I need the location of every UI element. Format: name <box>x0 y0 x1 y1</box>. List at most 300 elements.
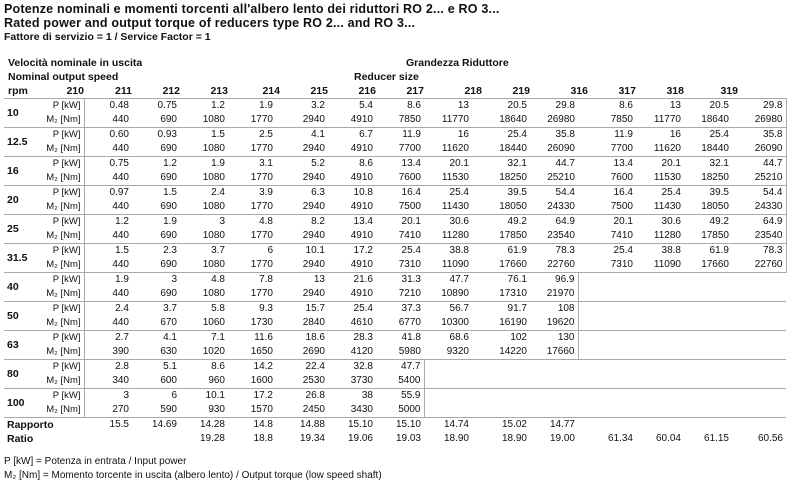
unit-label-power: P [kW] <box>38 360 84 375</box>
torque-cell <box>732 345 786 360</box>
torque-cell: 440 <box>112 259 129 270</box>
power-cell <box>684 331 732 346</box>
power-cell: 30.6 <box>636 215 684 230</box>
table-row-power <box>4 331 786 346</box>
power-cell: 32.1 <box>472 157 530 172</box>
power-cell <box>684 360 732 375</box>
table-row-torque <box>4 287 786 302</box>
torque-cell: 1080 <box>202 201 225 212</box>
torque-cell <box>684 316 732 331</box>
table-row-power <box>4 157 786 172</box>
torque-cell: 22760 <box>547 259 575 270</box>
table-row-torque <box>4 229 786 244</box>
torque-cell: 25210 <box>547 172 575 183</box>
torque-cell <box>636 345 684 360</box>
torque-cell: 23540 <box>547 230 575 241</box>
torque-cell <box>636 316 684 331</box>
table-row-power <box>4 244 786 259</box>
power-cell: 20.1 <box>636 157 684 172</box>
table-row-torque <box>4 113 786 128</box>
table-row-power <box>4 215 786 230</box>
ratio-cell <box>132 432 180 446</box>
torque-cell: 4120 <box>350 346 373 357</box>
power-cell: 49.2 <box>684 215 732 230</box>
power-cell: 38.8 <box>424 244 472 259</box>
power-cell: 35.8 <box>732 128 786 143</box>
unit-label-torque: M₂ [Nm] <box>38 316 84 331</box>
torque-cell: 11430 <box>441 201 469 212</box>
ratio-cell: 15.10 <box>328 418 376 433</box>
ratio-row-it <box>4 418 786 433</box>
torque-cell: 11620 <box>441 143 469 154</box>
torque-cell <box>578 287 636 302</box>
torque-cell: 18640 <box>499 114 527 125</box>
torque-cell <box>684 287 732 302</box>
power-cell: 25.4 <box>424 186 472 201</box>
torque-cell: 7310 <box>398 259 421 270</box>
power-cell <box>472 389 530 404</box>
torque-cell: 2940 <box>302 259 325 270</box>
ratio-cell: 61.34 <box>607 433 633 444</box>
torque-cell: 9320 <box>446 346 469 357</box>
torque-cell: 17660 <box>701 259 729 270</box>
torque-cell: 1600 <box>250 375 273 386</box>
torque-cell <box>636 287 684 302</box>
torque-cell: 440 <box>112 317 129 328</box>
torque-cell: 11280 <box>653 230 681 241</box>
ratio-cell <box>732 418 786 433</box>
unit-label-torque: M₂ [Nm] <box>38 287 84 302</box>
power-cell: 18.6 <box>276 331 328 346</box>
size-header-215: 215 <box>310 85 328 97</box>
power-cell <box>636 389 684 404</box>
ratio-cell: 15.5 <box>84 418 132 433</box>
torque-cell: 7850 <box>398 114 421 125</box>
torque-cell: 1770 <box>250 230 273 241</box>
rpm-value: 50 <box>4 302 38 331</box>
power-cell: 29.8 <box>732 99 786 114</box>
power-cell: 0.48 <box>84 99 132 114</box>
ratio-cell: 18.8 <box>253 433 273 444</box>
power-cell: 26.8 <box>276 389 328 404</box>
torque-cell: 18050 <box>701 201 729 212</box>
torque-cell: 690 <box>160 143 177 154</box>
power-cell: 4.1 <box>276 128 328 143</box>
torque-cell: 590 <box>160 404 177 415</box>
power-cell <box>684 273 732 288</box>
power-cell: 16.4 <box>578 186 636 201</box>
torque-cell: 1770 <box>250 114 273 125</box>
torque-cell: 1080 <box>202 288 225 299</box>
torque-cell <box>578 345 636 360</box>
torque-cell: 4910 <box>350 143 373 154</box>
torque-cell: 11770 <box>441 114 469 125</box>
torque-cell <box>684 403 732 418</box>
power-cell: 3.2 <box>276 99 328 114</box>
power-cell: 20.1 <box>424 157 472 172</box>
power-cell: 25.4 <box>376 244 424 259</box>
power-cell: 1.9 <box>84 273 132 288</box>
torque-cell: 4910 <box>350 114 373 125</box>
power-cell: 61.9 <box>684 244 732 259</box>
torque-cell: 22760 <box>732 258 786 273</box>
table-row-torque <box>4 345 786 360</box>
table-row-torque <box>4 171 786 186</box>
ratio-cell: 19.28 <box>199 433 225 444</box>
torque-cell: 2940 <box>302 288 325 299</box>
torque-cell: 11530 <box>653 172 681 183</box>
torque-cell: 7850 <box>610 114 633 125</box>
power-cell: 1.9 <box>228 99 276 114</box>
power-cell <box>424 360 472 375</box>
power-cell: 39.5 <box>472 186 530 201</box>
power-cell <box>732 360 786 375</box>
table-row-power <box>4 186 786 201</box>
torque-cell: 1080 <box>202 259 225 270</box>
torque-cell: 340 <box>112 375 129 386</box>
power-cell: 10.1 <box>180 389 228 404</box>
power-cell: 17.2 <box>328 244 376 259</box>
torque-cell: 17660 <box>499 259 527 270</box>
torque-cell: 10300 <box>441 317 469 328</box>
power-cell: 16 <box>424 128 472 143</box>
power-cell: 41.8 <box>376 331 424 346</box>
ratio-cell: 15.02 <box>472 418 530 433</box>
unit-label-torque: M₂ [Nm] <box>38 171 84 186</box>
unit-label-torque: M₂ [Nm] <box>38 374 84 389</box>
rpm-header: rpm <box>8 85 28 97</box>
torque-cell: 690 <box>160 172 177 183</box>
power-cell: 102 <box>472 331 530 346</box>
torque-cell: 11770 <box>653 114 681 125</box>
rpm-value: 12.5 <box>4 128 38 157</box>
ratio-cell: 18.90 <box>501 433 527 444</box>
power-cell: 1.2 <box>84 215 132 230</box>
power-cell: 6 <box>228 244 276 259</box>
power-cell: 11.6 <box>228 331 276 346</box>
power-cell <box>530 389 578 404</box>
torque-cell: 26980 <box>732 113 786 128</box>
torque-cell: 26090 <box>547 143 575 154</box>
unit-label-power: P [kW] <box>38 389 84 404</box>
torque-cell: 2940 <box>302 143 325 154</box>
rpm-value: 63 <box>4 331 38 360</box>
torque-cell: 960 <box>208 375 225 386</box>
torque-cell: 1770 <box>250 201 273 212</box>
power-cell <box>578 331 636 346</box>
power-cell: 9.3 <box>228 302 276 317</box>
power-cell: 15.7 <box>276 302 328 317</box>
size-header-217: 217 <box>406 85 424 97</box>
ratio-label-it: Rapporto <box>4 418 84 433</box>
power-cell: 38 <box>328 389 376 404</box>
torque-cell: 25210 <box>732 171 786 186</box>
ratio-cell: 14.74 <box>424 418 472 433</box>
ratio-cell: 14.28 <box>180 418 228 433</box>
power-cell: 76.1 <box>472 273 530 288</box>
torque-cell: 2690 <box>302 346 325 357</box>
power-cell: 44.7 <box>732 157 786 172</box>
unit-label-torque: M₂ [Nm] <box>38 142 84 157</box>
power-cell: 5.8 <box>180 302 228 317</box>
torque-cell: 1080 <box>202 143 225 154</box>
power-cell <box>732 389 786 404</box>
power-cell: 54.4 <box>530 186 578 201</box>
power-cell: 0.93 <box>132 128 180 143</box>
power-cell: 13 <box>424 99 472 114</box>
power-cell: 8.2 <box>276 215 328 230</box>
ratio-cell: 19.00 <box>549 433 575 444</box>
torque-cell: 440 <box>112 230 129 241</box>
size-header-211: 211 <box>115 85 132 97</box>
power-cell: 28.3 <box>328 331 376 346</box>
table-row-torque <box>4 374 786 389</box>
power-cell: 8.6 <box>180 360 228 375</box>
power-cell: 56.7 <box>424 302 472 317</box>
torque-cell: 11090 <box>441 259 469 270</box>
torque-cell: 5400 <box>376 374 424 389</box>
power-cell: 5.4 <box>328 99 376 114</box>
torque-cell: 7500 <box>398 201 421 212</box>
power-cell: 22.4 <box>276 360 328 375</box>
ratio-cell: 19.06 <box>347 433 373 444</box>
power-cell: 1.2 <box>180 99 228 114</box>
torque-cell <box>530 374 578 389</box>
torque-cell: 690 <box>160 201 177 212</box>
power-cell: 0.75 <box>132 99 180 114</box>
torque-cell: 2940 <box>302 230 325 241</box>
unit-label-power: P [kW] <box>38 157 84 172</box>
torque-cell: 1770 <box>250 259 273 270</box>
torque-cell: 1080 <box>202 172 225 183</box>
torque-cell: 7700 <box>398 143 421 154</box>
power-cell: 0.75 <box>84 157 132 172</box>
power-cell: 47.7 <box>424 273 472 288</box>
torque-cell: 5000 <box>376 403 424 418</box>
service-factor: Fattore di servizio = 1 / Service Factor = 1 <box>4 31 211 43</box>
torque-cell: 1770 <box>250 172 273 183</box>
power-cell: 25.4 <box>578 244 636 259</box>
torque-cell: 24330 <box>547 201 575 212</box>
rpm-value: 25 <box>4 215 38 244</box>
power-cell: 55.9 <box>376 389 424 404</box>
table-row-torque <box>4 403 786 418</box>
speed-header-it: Velocità nominale in uscita <box>8 57 143 69</box>
power-cell: 3 <box>84 389 132 404</box>
power-cell: 11.9 <box>578 128 636 143</box>
unit-label-power: P [kW] <box>38 273 84 288</box>
power-cell: 1.2 <box>132 157 180 172</box>
power-cell: 2.4 <box>84 302 132 317</box>
power-cell <box>732 273 786 288</box>
torque-cell: 18050 <box>499 201 527 212</box>
power-cell: 4.8 <box>228 215 276 230</box>
power-cell: 1.9 <box>180 157 228 172</box>
torque-cell: 4910 <box>350 259 373 270</box>
torque-cell: 2940 <box>302 114 325 125</box>
power-cell <box>424 389 472 404</box>
unit-label-torque: M₂ [Nm] <box>38 113 84 128</box>
table-row-power <box>4 128 786 143</box>
power-cell: 5.2 <box>276 157 328 172</box>
torque-cell <box>732 374 786 389</box>
size-header-317: 317 <box>618 85 636 97</box>
power-cell: 3.7 <box>132 302 180 317</box>
power-cell: 25.4 <box>636 186 684 201</box>
torque-cell: 630 <box>160 346 177 357</box>
power-cell: 13.4 <box>376 157 424 172</box>
torque-cell: 7410 <box>610 230 633 241</box>
torque-cell: 7600 <box>610 172 633 183</box>
rpm-value: 20 <box>4 186 38 215</box>
power-cell: 32.8 <box>328 360 376 375</box>
power-cell: 25.4 <box>684 128 732 143</box>
power-cell: 108 <box>530 302 578 317</box>
power-cell: 3.9 <box>228 186 276 201</box>
power-cell: 16.4 <box>376 186 424 201</box>
torque-cell: 440 <box>112 172 129 183</box>
power-cell: 96.9 <box>530 273 578 288</box>
torque-cell: 440 <box>112 114 129 125</box>
power-cell: 2.5 <box>228 128 276 143</box>
size-header-218: 218 <box>464 85 482 97</box>
title-italian: Potenze nominali e momenti torcenti all'albero lento dei riduttori RO 2... e RO 3... <box>4 2 500 16</box>
power-cell: 14.2 <box>228 360 276 375</box>
power-cell <box>684 389 732 404</box>
table-row-torque <box>4 316 786 331</box>
torque-cell: 2940 <box>302 172 325 183</box>
power-cell: 78.3 <box>530 244 578 259</box>
torque-cell: 16190 <box>499 317 527 328</box>
rpm-value: 10 <box>4 99 38 128</box>
torque-cell: 1570 <box>250 404 273 415</box>
torque-cell: 690 <box>160 288 177 299</box>
power-cell: 20.1 <box>376 215 424 230</box>
ratings-table <box>4 98 787 446</box>
torque-cell: 690 <box>160 259 177 270</box>
size-header-212: 212 <box>162 85 180 97</box>
power-cell: 44.7 <box>530 157 578 172</box>
torque-cell: 11430 <box>653 201 681 212</box>
power-cell: 61.9 <box>472 244 530 259</box>
size-header-219: 219 <box>512 85 530 97</box>
unit-label-power: P [kW] <box>38 331 84 346</box>
power-cell <box>636 273 684 288</box>
torque-cell: 23540 <box>732 229 786 244</box>
power-cell: 37.3 <box>376 302 424 317</box>
power-cell: 13 <box>636 99 684 114</box>
unit-label-power: P [kW] <box>38 215 84 230</box>
table-row-torque <box>4 200 786 215</box>
size-header-213: 213 <box>210 85 228 97</box>
torque-cell: 19620 <box>530 316 578 331</box>
power-cell <box>530 360 578 375</box>
size-header-it: Grandezza Riduttore <box>406 57 509 69</box>
power-cell: 6.7 <box>328 128 376 143</box>
torque-cell: 18640 <box>701 114 729 125</box>
torque-cell <box>636 403 684 418</box>
ratio-cell <box>84 432 132 446</box>
note-torque: M₂ [Nm] = Momento torcente in uscita (albero lento) / Output torque (low speed shaft) <box>4 470 382 481</box>
size-header-en: Reducer size <box>354 71 419 83</box>
power-cell <box>636 331 684 346</box>
ratio-cell: 14.88 <box>276 418 328 433</box>
power-cell: 6 <box>132 389 180 404</box>
power-cell: 39.5 <box>684 186 732 201</box>
torque-cell: 2450 <box>302 404 325 415</box>
torque-cell <box>472 403 530 418</box>
torque-cell: 11090 <box>653 259 681 270</box>
torque-cell: 440 <box>112 143 129 154</box>
power-cell: 30.6 <box>424 215 472 230</box>
power-cell <box>684 302 732 317</box>
ratio-cell: 14.8 <box>228 418 276 433</box>
power-cell: 20.5 <box>684 99 732 114</box>
torque-cell <box>424 374 472 389</box>
torque-cell: 4910 <box>350 230 373 241</box>
power-cell: 10.8 <box>328 186 376 201</box>
torque-cell: 1730 <box>250 317 273 328</box>
power-cell: 25.4 <box>328 302 376 317</box>
size-header-319: 319 <box>720 85 738 97</box>
power-cell: 3 <box>180 215 228 230</box>
note-power: P [kW] = Potenza in entrata / Input power <box>4 456 187 467</box>
power-cell: 5.1 <box>132 360 180 375</box>
torque-cell: 2840 <box>302 317 325 328</box>
torque-cell: 270 <box>112 404 129 415</box>
power-cell: 49.2 <box>472 215 530 230</box>
torque-cell <box>684 374 732 389</box>
unit-label-torque: M₂ [Nm] <box>38 403 84 418</box>
power-cell <box>472 360 530 375</box>
torque-cell: 4910 <box>350 288 373 299</box>
torque-cell: 2940 <box>302 201 325 212</box>
unit-label-power: P [kW] <box>38 244 84 259</box>
torque-cell: 26090 <box>732 142 786 157</box>
torque-cell: 21970 <box>530 287 578 302</box>
table-row-torque <box>4 142 786 157</box>
torque-cell: 18440 <box>499 143 527 154</box>
power-cell: 3.7 <box>180 244 228 259</box>
torque-cell <box>530 403 578 418</box>
power-cell <box>578 273 636 288</box>
power-cell: 78.3 <box>732 244 786 259</box>
size-header-318: 318 <box>666 85 684 97</box>
torque-cell: 930 <box>208 404 225 415</box>
power-cell: 2.3 <box>132 244 180 259</box>
unit-label-torque: M₂ [Nm] <box>38 229 84 244</box>
power-cell: 21.6 <box>328 273 376 288</box>
power-cell: 6.3 <box>276 186 328 201</box>
ratio-label-en: Ratio <box>7 433 34 445</box>
power-cell <box>636 302 684 317</box>
power-cell <box>636 360 684 375</box>
power-cell: 7.1 <box>180 331 228 346</box>
speed-header-en: Nominal output speed <box>8 71 119 83</box>
torque-cell: 17850 <box>499 230 527 241</box>
torque-cell: 7500 <box>610 201 633 212</box>
power-cell: 1.5 <box>180 128 228 143</box>
torque-cell <box>578 403 636 418</box>
torque-cell <box>732 287 786 302</box>
rpm-value: 40 <box>4 273 38 302</box>
power-cell: 8.6 <box>376 99 424 114</box>
table-row-power <box>4 302 786 317</box>
power-cell: 7.8 <box>228 273 276 288</box>
torque-cell: 1080 <box>202 230 225 241</box>
torque-cell: 690 <box>160 114 177 125</box>
power-cell: 64.9 <box>732 215 786 230</box>
